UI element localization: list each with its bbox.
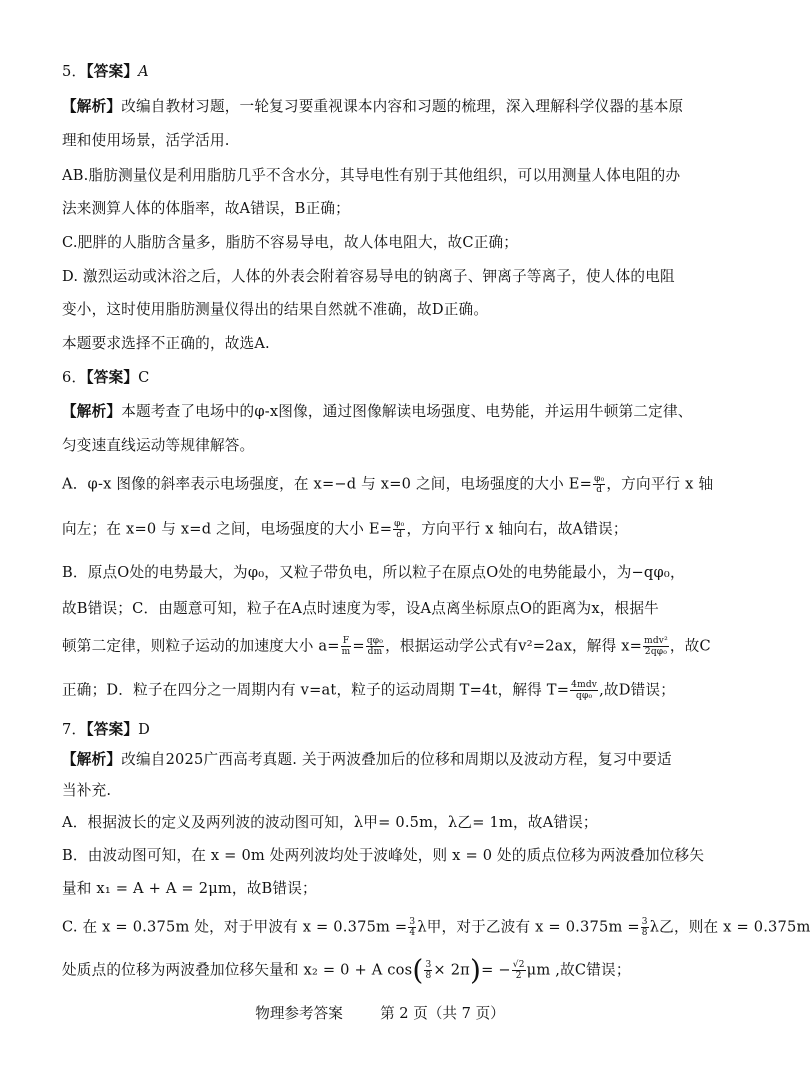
q7-b-line1: B．由波动图可知，在 x = 0m 处两列波均处于波峰处，则 x = 0 处的质点位移为两波叠加位移矢 (62, 847, 705, 864)
fraction: $\frac{\text{4mdv}}{\text{qφ₀}}$ (571, 680, 598, 701)
fraction: $\frac{3}{8}$ (641, 917, 648, 938)
q6-jiexi-line2: 匀变速直线运动等规律解答。 (62, 437, 255, 454)
q5-jiexi-line1: 【解析】改编自教材习题，一轮复习要重视课本内容和习题的梳理，深入理解科学仪器的基本原 (62, 98, 684, 115)
q5-jiexi-line2: 理和使用场景，活学活用. (62, 132, 230, 149)
q7-jiexi-line1: 【解析】改编自2025广西高考真题. 关于两波叠加后的位移和周期以及波动方程，复习中要适 (62, 751, 672, 768)
q6-b-line3: 顿第二定律，则粒子运动的加速度大小 a= $\frac{F}{m}$ = $\frac{\text{qφ₀}}{dm}$ ，根据运动学公式有v²=2ax，解得 x= $\frac{\text{mdv²}}{\text{2qφ₀}}$ ，故C (62, 636, 711, 657)
q6-title: 6．【答案】C (62, 369, 150, 386)
q6-b-line2: 故B错误；C．由题意可知，粒子在A点时速度为零，设A点离坐标原点O的距离为x，根据牛 (62, 600, 659, 617)
fraction: $\frac{3}{8}$ (425, 960, 432, 981)
q5-conclusion: 本题要求选择不正确的，故选A. (62, 335, 270, 352)
fraction: $\frac{3}{4}$ (409, 917, 416, 938)
fraction: $\frac{\text{qφ₀}}{dm}$ (366, 636, 384, 657)
fraction: $\frac{\text{φ₀}}{d}$ (594, 474, 605, 495)
q7-c-line2: 处质点的位移为两波叠加位移矢量和 x₂ = 0 + A cos( $\frac{3}{8}$ × 2π)= − $\frac{√2}{2}$ μm ,故C错误； (62, 953, 631, 987)
q5-c-line: C.肥胖的人脂肪含量多，脂肪不容易导电，故人体电阻大，故C正确； (62, 234, 519, 251)
q7-c-line1: C. 在 x = 0.375m 处，对于甲波有 x = 0.375m = $\frac{3}{4}$ λ甲，对于乙波有 x = 0.375m = $\frac{3}{8}$ λ乙，则在 x = 0.375m (62, 917, 811, 938)
q5-title: 5．【答案】A (62, 63, 149, 80)
q7-a-line: A．根据波长的定义及两列波的波动图可知，λ甲= 0.5m，λ乙= 1m，故A错误； (62, 814, 598, 831)
q5-ab-line2: 法来测算人体的体脂率，故A错误，B正确； (62, 200, 350, 217)
page-footer (0, 1002, 760, 1023)
fraction: $\frac{F}{m}$ (341, 636, 351, 657)
q6-jiexi-line1: 【解析】本题考查了电场中的φ-x图像，通过图像解读电场强度、电势能，并运用牛顿第二定律、 (62, 403, 693, 420)
footer-subject: 物理参考答案 (255, 1005, 343, 1022)
q7-b-line2: 量和 x₁ = A + A = 2μm，故B错误； (62, 880, 317, 897)
q5-d-line1: D. 激烈运动或沐浴之后，人体的外表会附着容易导电的钠离子、钾离子等离子，使人体的电阻 (62, 268, 675, 285)
fraction: $\frac{\text{mdv²}}{\text{2qφ₀}}$ (644, 636, 668, 657)
q6-a-line2: 向左；在 x=0 与 x=d 之间，电场强度的大小 E= $\frac{\text{φ₀}}{d}$ ，方向平行 x 轴向右，故A错误； (62, 519, 628, 540)
fraction: $\frac{\text{φ₀}}{d}$ (394, 519, 405, 540)
q5-d-line2: 变小，这时使用脂肪测量仪得出的结果自然就不准确，故D正确。 (62, 301, 489, 318)
q6-a-line1: A．φ-x 图像的斜率表示电场强度，在 x=−d 与 x=0 之间，电场强度的大小 E= $\frac{\text{φ₀}}{d}$ ，方向平行 x 轴 (62, 474, 714, 495)
q6-b-line1: B．原点O处的电势最大，为φ₀，又粒子带负电，所以粒子在原点O处的电势能最小，为−qφ₀， (62, 564, 685, 581)
q5-ab-line1: AB.脂肪测量仪是利用脂肪几乎不含水分，其导电性有别于其他组织，可以用测量人体电阻的办 (62, 167, 681, 184)
q6-b-line4: 正确；D．粒子在四分之一周期内有 v=at，粒子的运动周期 T=4t，解得 T= $\frac{\text{4mdv}}{\text{qφ₀}}$ ,故D错误； (62, 680, 675, 701)
footer-page-number: 第 2 页（共 7 页） (380, 1005, 505, 1022)
q7-jiexi-line2: 当补充. (62, 782, 112, 799)
fraction: $\frac{√2}{2}$ (512, 960, 525, 981)
q7-title: 7．【答案】D (62, 721, 151, 738)
